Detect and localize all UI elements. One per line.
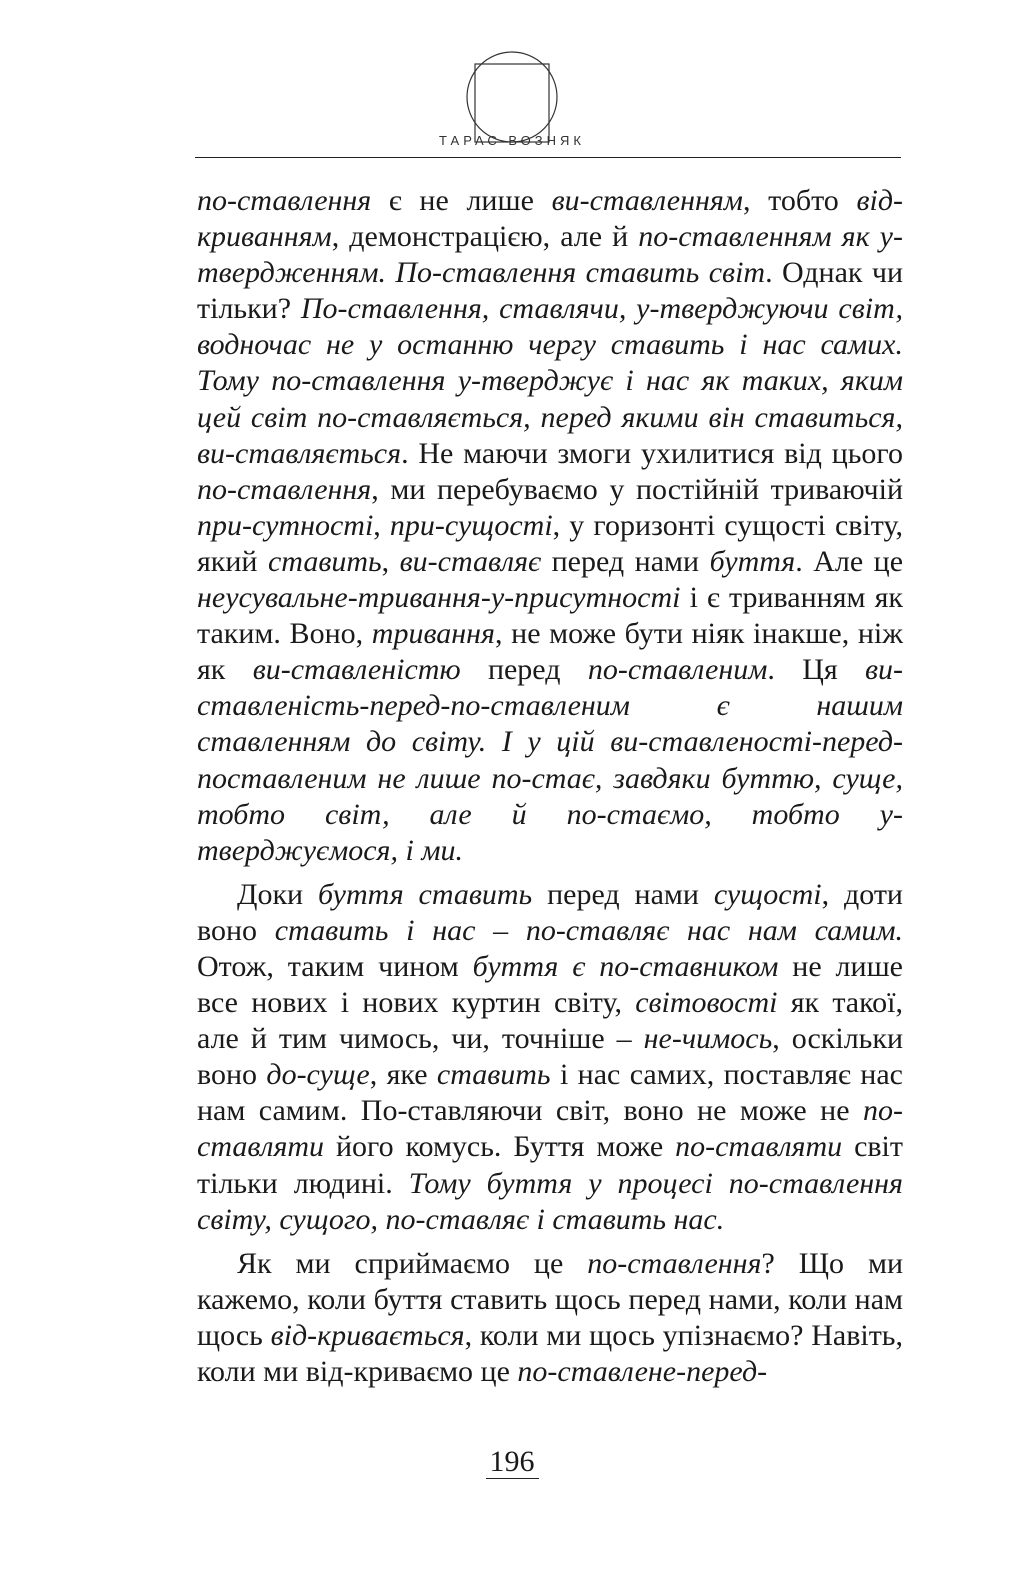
text-run: не лише все нових і нових куртин світу,: [197, 949, 903, 1020]
italic-run: від-кривається: [270, 1318, 465, 1352]
italic-run: по-ставлене-перед-: [517, 1355, 768, 1388]
italic-run: по-ставлення: [587, 1246, 762, 1280]
logo-circle-square-icon: [465, 50, 559, 144]
italic-run: буття ставить: [317, 877, 533, 911]
text-run: перед: [460, 653, 588, 687]
paragraph: [197, 183, 903, 869]
paragraph: [197, 877, 903, 1238]
italic-run: по-ставляти: [675, 1130, 843, 1164]
italic-run: від-криванням: [197, 184, 904, 254]
italic-run: при-сущості: [389, 508, 553, 542]
page-number: [0, 1444, 1024, 1480]
text-run: перед нами: [532, 877, 714, 911]
text-run: є не лише: [371, 184, 552, 217]
text-run: . Ця: [767, 653, 865, 687]
body-text: [197, 183, 903, 1390]
text-run: , ми перебуваємо у постійній триваючій: [371, 472, 903, 506]
text-run: ,: [381, 544, 400, 578]
text-run: Доки: [237, 877, 318, 911]
text-run: перед нами: [541, 544, 710, 578]
header-rule: [195, 157, 901, 158]
page-number-value: 196: [486, 1445, 539, 1479]
italic-run: світовості: [635, 986, 778, 1020]
italic-run: по-ставленим: [587, 653, 768, 687]
text-run: і є триванням як таким. Воно,: [197, 581, 903, 651]
italic-run: ви-ставленість-перед-по-ставленим є нашим ставленням до світу. І у цій ви-ставленості-перед-поставленим не лише по-стає, завдяки буттю, суще, тобто світ, але й по-стаємо, тобто у-тверджуємося, і ми.: [197, 653, 904, 867]
italic-run: буття є по-ставником: [472, 949, 779, 983]
text-run: ,: [373, 508, 390, 542]
text-run: , у горизонті сущості світу, який: [197, 508, 903, 578]
italic-run: ставить: [436, 1058, 551, 1092]
italic-run: не-чимось: [643, 1022, 773, 1056]
italic-run: ставить і нас – по-ставляє нас нам самим.: [274, 913, 903, 947]
text-run: Отож, таким чином: [197, 949, 473, 983]
paragraph: [197, 1246, 903, 1390]
text-run: його комусь. Буття може: [324, 1130, 676, 1164]
text-run: , яке: [369, 1058, 437, 1092]
italic-run: ви-ставленням: [551, 184, 743, 217]
text-run: , демонстрацією, але й: [331, 220, 639, 254]
italic-run: ви-ставленістю: [252, 653, 461, 687]
text-run: . Однак чи тільки?: [197, 256, 903, 326]
italic-run: при-сутності: [197, 508, 374, 542]
italic-run: неусувальне-тривання-у-присутності: [197, 581, 681, 615]
text-run: , тобто: [742, 184, 857, 217]
text-run: і нас самих, поставляє нас нам самим. По-ставляючи світ, воно не може не: [197, 1058, 903, 1128]
italic-run: буття: [709, 544, 796, 578]
italic-run: по-ставлення: [197, 184, 372, 217]
text-run: . Не маючи змоги ухилитися від цього: [401, 436, 903, 470]
italic-run: Тому буття у процесі по-ставлення світу, сущого, по-ставляє і ставить нас.: [197, 1166, 904, 1236]
italic-run: ставить: [267, 544, 382, 578]
italic-run: до-суще: [266, 1058, 370, 1092]
text-run: , коли ми щось упізнаємо? Навіть, коли ми від-криваємо це: [197, 1318, 903, 1388]
italic-run: по-ставленням як у-твердженням. По-ставлення ставить світ: [197, 220, 903, 290]
text-run: , доти воно: [197, 877, 903, 947]
italic-run: По-ставлення, ставлячи, у-тверджуючи світ, водночас не у останню чергу ставить і нас самих. Тому по-ставлення у-тверджує і нас як таких, яким цей світ по-ставляється, перед якими він ставиться, ви-ставляється: [197, 292, 903, 470]
text-run: світ тільки людині.: [197, 1130, 903, 1200]
text-run: як такої, але й тим чимось, чи, точніше –: [197, 986, 903, 1056]
italic-run: по-ставлення: [197, 472, 372, 506]
text-run: ? Що ми кажемо, коли буття ставить щось перед нами, коли нам щось: [197, 1246, 903, 1352]
text-run: , не може бути ніяк інакше, ніж як: [197, 617, 903, 687]
italic-run: по-ставляти: [197, 1094, 903, 1164]
text-run: Як ми сприймаємо це: [237, 1246, 588, 1280]
italic-run: тривання: [371, 617, 495, 651]
text-run: , оскільки воно: [197, 1022, 903, 1092]
running-header-author: ТАРАС ВОЗНЯК: [439, 133, 585, 148]
text-run: . Але це: [795, 544, 904, 578]
italic-run: ви-ставляє: [399, 544, 542, 578]
italic-run: сущості: [713, 877, 822, 911]
